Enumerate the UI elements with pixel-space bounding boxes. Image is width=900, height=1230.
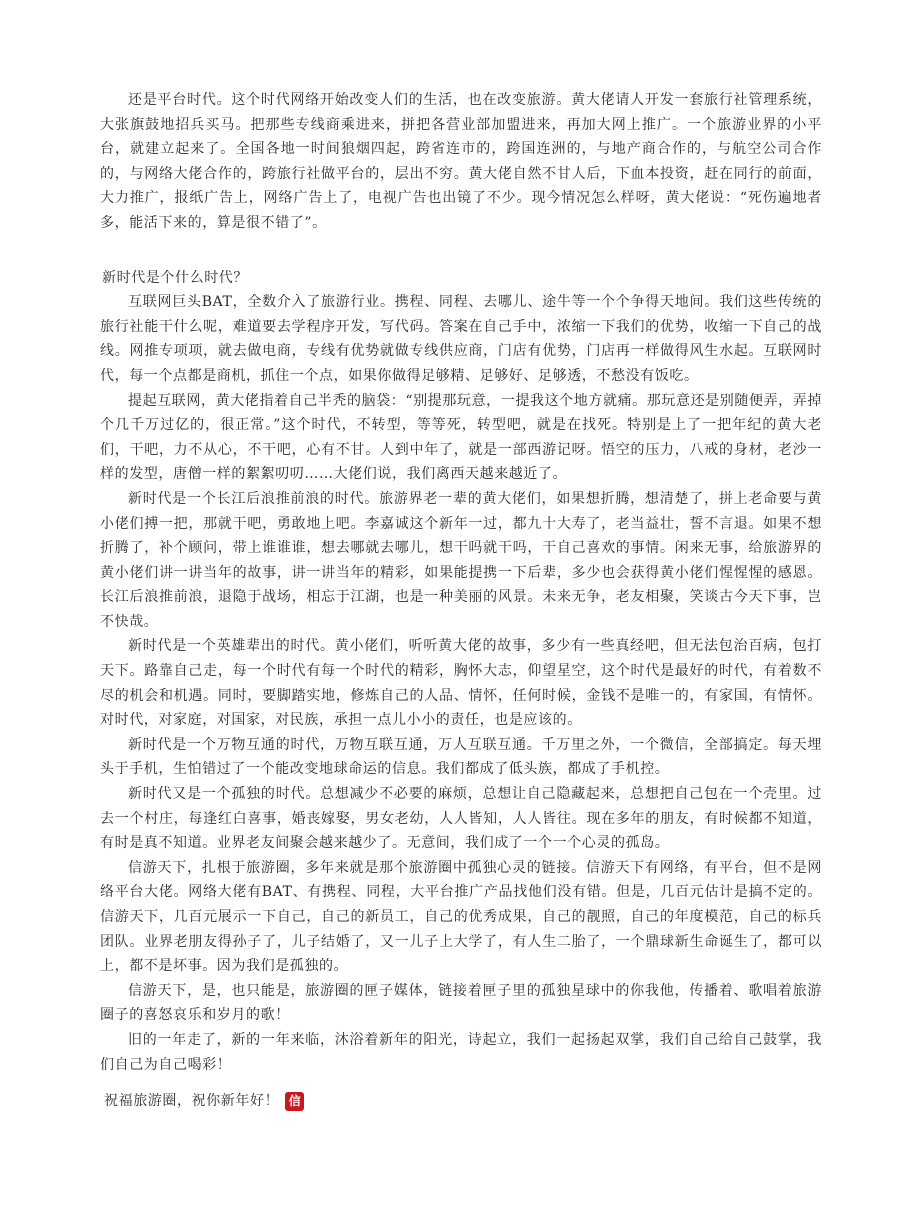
paragraph-xinyou: 信游天下，扎根于旅游圈，多年来就是那个旅游圈中孤独心灵的链接。信游天下有网络，有平台，但不是网络平台大佬。网络大佬有BAT、有携程、同程，大平台推广产品找他们没有错。但是，几百元估计是搞不定的。信游天下，几百元展示一下自己，自己的新员工，自己的优秀成果，自己的靓照，自己的年度模范，自己的标兵团队。业界老朋友得孙子了，儿子结婚了，又一儿子上大学了，有人生二胎了，一个鼎球新生命诞生了，都可以上，都不是坏事。因为我们是孤独的。: [100, 859, 822, 975]
intro-paragraph: 还是平台时代。这个时代网络开始改变人们的生活，也在改变旅游。黄大佬请人开发一套旅行社管理系统，大张旗鼓地招兵买马。把那些专线商乘进来，拼把各营业部加盟进来，再加大网上推广。一个旅游业界的小平台，就建立起来了。全国各地一时间狼烟四起，跨省连市的，跨国连洲的，与地产商合作的，与航空公司合作的，与网络大佬合作的，跨旅行社做平台的，层出不穷。黄大佬自然不甘人后，下血本投资，赶在同行的前面，大力推广，报纸广告上，网络广告上了，电视广告也出镜了不少。现今情况怎么样呀，黄大佬说：“死伤遍地者多，能活下来的，算是很不错了”。: [100, 92, 822, 231]
closing-line: [100, 1089, 822, 1113]
paragraph-interconnected: 新时代是一个万物互通的时代，万物互联互通，万人互联互通。千万里之外，一个微信，全部搞定。每天埋头于手机，生怕错过了一个能改变地球命运的信息。我们都成了低头族，都成了手机控。: [100, 736, 822, 778]
paragraph-media: 信游天下，是，也只能是，旅游圈的匣子媒体，链接着匣子里的孤独星球中的你我他，传播着、歌唱着旅游圈子的喜怒哀乐和岁月的歌！: [100, 982, 822, 1024]
paragraph-internet-pain: 提起互联网，黄大佬指着自己半秃的脑袋：“别提那玩意，一提我这个地方就痛。那玩意还是别随便弄，弄掉个几千万过亿的，很正常。”这个时代，不转型，等等死，转型吧，就是在找死。特别是上了一把年纪的黄大老们，干吧，力不从心，不干吧，心有不甘。人到中年了，就是一部西游记呀。悟空的压力，八戒的身材，老沙一样的发型，唐僧一样的絮絮叨叨……大佬们说，我们离西天越来越近了。: [100, 392, 822, 483]
closing-text: 祝福旅游圈，祝你新年好！: [104, 1093, 280, 1110]
paragraph-waves: 新时代是一个长江后浪推前浪的时代。旅游界老一辈的黄大佬们，如果想折腾，想清楚了，拼上老命要与黄小佬们搏一把，那就干吧，勇敢地上吧。李嘉诚这个新年一过，都九十大寿了，老当益壮，誓不言退。如果不想折腾了，补个顾问，带上谁谁谁，想去哪就去哪儿，想干吗就干吗，干自己喜欢的事情。闲来无事，给旅游界的黄小佬们讲一讲当年的故事，讲一讲当年的精彩，如果能提携一下后辈，多少也会获得黄小佬们惺惺惺的感恩。长江后浪推前浪，退隐于战场，相忘于江湖，也是一种美丽的风景。未来无争，老友相聚，笑谈古今天下事，岂不快哉。: [100, 490, 822, 630]
paragraph-internet-giants: 互联网巨头BAT，全数介入了旅游行业。携程、同程、去哪儿、途牛等一个个争得天地间。我们这些传统的旅行社能干什么呢，难道要去学程序开发，写代码。答案在自己手中，浓缩一下我们的优势，收缩一下自己的战线。网推专项项，就去做电商，专线有优势就做专线供应商，门店有优势，门店再一样做得风生水起。互联网时代，每一个点都是商机，抓住一个点，如果你做得足够精、足够好、足够透，不愁没有饭吃。: [100, 294, 822, 384]
paragraph-heroes: 新时代是一个英雄辈出的时代。黄小佬们，听听黄大佬的故事，多少有一些真经吧，但无法包治百病，包打天下。路靠自己走，每一个时代有每一个时代的精彩，胸怀大志，仰望星空，这个时代是最好的时代，有着数不尽的机会和机遇。同时，要脚踏实地，修炼自己的人品、情怀，任何时候，金钱不是唯一的，有家国，有情怀。对时代，对家庭，对国家，对民族，承担一点儿小小的责任，也是应该的。: [100, 638, 822, 729]
section-gap: [100, 236, 822, 266]
paragraph-lonely: 新时代又是一个孤独的时代。总想减少不必要的麻烦，总想让自己隐藏起来，总想把自己包在一个壳里。过去一个村庄，每逢红白喜事，婚丧嫁娶，男女老幼，人人皆知，人人皆往。现在多年的朋友，有时候都不知道，有时是真不知道。业界老友间聚会越来越少了。无意间，我们成了一个一个心灵的孤岛。: [100, 786, 822, 852]
article-body: [100, 88, 822, 1113]
paragraph-new-year: 旧的一年走了，新的一年来临，沐浴着新年的阳光，诗起立，我们一起扬起双掌，我们自己给自己鼓掌，我们自己为自己喝彩！: [100, 1031, 822, 1073]
section-heading: 新时代是个什么时代？: [102, 269, 248, 286]
red-seal-icon: 信: [285, 1092, 304, 1111]
